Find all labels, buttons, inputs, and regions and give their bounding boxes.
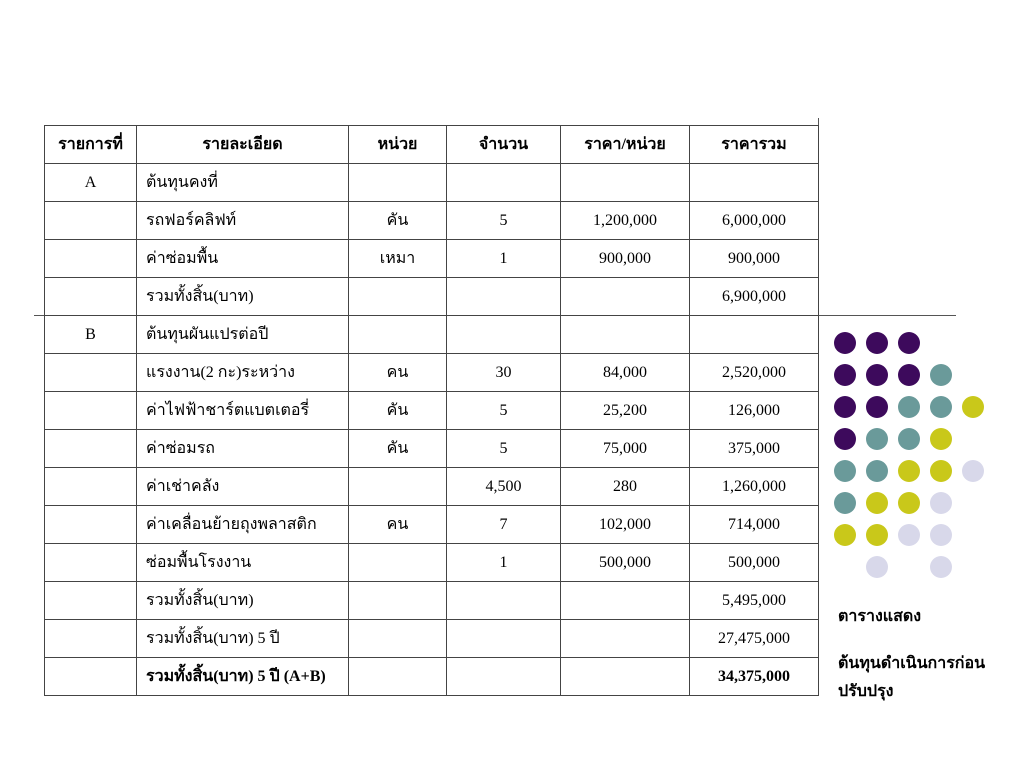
cell-total-price: 27,475,000 xyxy=(690,620,819,658)
cell-total-price: 900,000 xyxy=(690,240,819,278)
cell-item-no: B xyxy=(45,316,137,354)
cell-detail: ค่าซ่อมพื้น xyxy=(137,240,349,278)
cell-quantity: 30 xyxy=(447,354,561,392)
cell-unit: คัน xyxy=(349,392,447,430)
cell-quantity: 5 xyxy=(447,392,561,430)
cell-item-no xyxy=(45,430,137,468)
cell-detail: ค่าเคลื่อนย้ายถุงพลาสติก xyxy=(137,506,349,544)
cell-quantity: 4,500 xyxy=(447,468,561,506)
cell-unit xyxy=(349,620,447,658)
cell-detail: แรงงาน(2 กะ)ระหว่าง xyxy=(137,354,349,392)
cell-unit xyxy=(349,582,447,620)
dot-lavender xyxy=(866,556,888,578)
table-row xyxy=(45,430,819,468)
cell-detail: รวมทั้งสิ้น(บาท) xyxy=(137,582,349,620)
dot-purple xyxy=(834,332,856,354)
cell-item-no xyxy=(45,278,137,316)
cell-total-price: 34,375,000 xyxy=(690,658,819,696)
dot-lavender xyxy=(930,556,952,578)
cell-item-no xyxy=(45,468,137,506)
cell-unit-price: 280 xyxy=(561,468,690,506)
header-quantity: จำนวน xyxy=(447,126,561,164)
cell-unit-price xyxy=(561,316,690,354)
table-header-row xyxy=(45,126,819,164)
cell-quantity xyxy=(447,278,561,316)
decorative-dot-grid xyxy=(834,332,1014,592)
cell-unit-price xyxy=(561,658,690,696)
cell-quantity xyxy=(447,620,561,658)
cell-unit: คัน xyxy=(349,202,447,240)
caption-line-3: ปรับปรุง xyxy=(838,683,894,700)
caption-line-1: ตารางแสดง xyxy=(838,608,922,625)
cell-unit-price: 1,200,000 xyxy=(561,202,690,240)
caption-subtitle xyxy=(838,650,985,706)
dot-teal xyxy=(898,428,920,450)
dot-teal xyxy=(930,396,952,418)
cell-detail: รวมทั้งสิ้น(บาท) 5 ปี (A+B) xyxy=(137,658,349,696)
cell-detail: ค่าเช่าคลัง xyxy=(137,468,349,506)
dot-olive xyxy=(930,460,952,482)
cell-quantity: 1 xyxy=(447,544,561,582)
cell-unit xyxy=(349,164,447,202)
cell-quantity xyxy=(447,316,561,354)
dot-teal xyxy=(834,460,856,482)
cell-unit: เหมา xyxy=(349,240,447,278)
dot-olive xyxy=(834,524,856,546)
header-unit: หน่วย xyxy=(349,126,447,164)
cell-unit-price xyxy=(561,582,690,620)
cell-detail: ค่าซ่อมรถ xyxy=(137,430,349,468)
dot-lavender xyxy=(962,460,984,482)
cell-total-price: 6,000,000 xyxy=(690,202,819,240)
cell-item-no xyxy=(45,392,137,430)
dot-purple xyxy=(834,364,856,386)
dot-purple xyxy=(866,364,888,386)
cell-item-no xyxy=(45,354,137,392)
cell-unit-price xyxy=(561,620,690,658)
cell-unit xyxy=(349,658,447,696)
cell-item-no xyxy=(45,202,137,240)
dot-lavender xyxy=(930,524,952,546)
cell-total-price xyxy=(690,164,819,202)
cell-quantity xyxy=(447,658,561,696)
cell-detail: ต้นทุนผันแปรต่อปี xyxy=(137,316,349,354)
table-row xyxy=(45,506,819,544)
cell-total-price: 375,000 xyxy=(690,430,819,468)
cell-unit xyxy=(349,544,447,582)
dot-lavender xyxy=(898,524,920,546)
table-row xyxy=(45,468,819,506)
cell-unit-price: 500,000 xyxy=(561,544,690,582)
cell-detail: รวมทั้งสิ้น(บาท) xyxy=(137,278,349,316)
cell-unit: คน xyxy=(349,506,447,544)
cell-unit xyxy=(349,468,447,506)
table-row xyxy=(45,164,819,202)
dot-olive xyxy=(962,396,984,418)
cell-unit: คัน xyxy=(349,430,447,468)
cell-item-no xyxy=(45,658,137,696)
cell-item-no xyxy=(45,240,137,278)
cell-unit xyxy=(349,278,447,316)
cell-total-price: 126,000 xyxy=(690,392,819,430)
cell-unit-price xyxy=(561,278,690,316)
cell-quantity: 1 xyxy=(447,240,561,278)
dot-teal xyxy=(930,364,952,386)
cell-unit-price: 900,000 xyxy=(561,240,690,278)
table-row xyxy=(45,240,819,278)
table-row xyxy=(45,202,819,240)
dot-purple xyxy=(866,396,888,418)
dot-teal xyxy=(898,396,920,418)
cell-unit-price: 102,000 xyxy=(561,506,690,544)
header-detail: รายละเอียด xyxy=(137,126,349,164)
dot-purple xyxy=(898,332,920,354)
dot-olive xyxy=(866,524,888,546)
cell-detail: ซ่อมพื้นโรงงาน xyxy=(137,544,349,582)
cell-quantity: 5 xyxy=(447,202,561,240)
dot-purple xyxy=(834,396,856,418)
dot-purple xyxy=(866,332,888,354)
cell-quantity: 7 xyxy=(447,506,561,544)
table-row xyxy=(45,354,819,392)
cell-quantity: 5 xyxy=(447,430,561,468)
cell-item-no xyxy=(45,544,137,582)
table-row xyxy=(45,620,819,658)
table-body xyxy=(45,164,819,696)
header-total-price: ราคารวม xyxy=(690,126,819,164)
table-row xyxy=(45,544,819,582)
cell-item-no xyxy=(45,582,137,620)
table-row xyxy=(45,278,819,316)
cell-detail: รวมทั้งสิ้น(บาท) 5 ปี xyxy=(137,620,349,658)
dot-purple xyxy=(834,428,856,450)
cell-item-no xyxy=(45,506,137,544)
cell-item-no: A xyxy=(45,164,137,202)
cell-total-price: 5,495,000 xyxy=(690,582,819,620)
dot-olive xyxy=(898,492,920,514)
header-unit-price: ราคา/หน่วย xyxy=(561,126,690,164)
dot-purple xyxy=(898,364,920,386)
dot-teal xyxy=(866,460,888,482)
cost-table xyxy=(44,125,819,696)
cell-unit-price: 84,000 xyxy=(561,354,690,392)
cell-detail: ค่าไฟฟ้าชาร์ตแบตเตอรี่ xyxy=(137,392,349,430)
cell-total-price: 500,000 xyxy=(690,544,819,582)
cell-total-price: 714,000 xyxy=(690,506,819,544)
cell-item-no xyxy=(45,620,137,658)
dot-olive xyxy=(866,492,888,514)
cell-total-price: 6,900,000 xyxy=(690,278,819,316)
dot-teal xyxy=(834,492,856,514)
cell-unit xyxy=(349,316,447,354)
table-row xyxy=(45,392,819,430)
cell-total-price: 2,520,000 xyxy=(690,354,819,392)
cell-quantity xyxy=(447,582,561,620)
cell-unit: คน xyxy=(349,354,447,392)
table-row xyxy=(45,316,819,354)
cell-detail: ต้นทุนคงที่ xyxy=(137,164,349,202)
dot-olive xyxy=(898,460,920,482)
cell-detail: รถฟอร์คลิฟท์ xyxy=(137,202,349,240)
cell-unit-price: 75,000 xyxy=(561,430,690,468)
caption-line-2: ต้นทุนดำเนินการก่อน xyxy=(838,655,986,672)
header-item-no: รายการที่ xyxy=(45,126,137,164)
caption-title xyxy=(838,603,921,631)
dot-teal xyxy=(866,428,888,450)
dot-lavender xyxy=(930,492,952,514)
cell-unit-price: 25,200 xyxy=(561,392,690,430)
cell-total-price: 1,260,000 xyxy=(690,468,819,506)
cell-quantity xyxy=(447,164,561,202)
cell-total-price xyxy=(690,316,819,354)
dot-olive xyxy=(930,428,952,450)
cell-unit-price xyxy=(561,164,690,202)
table-row xyxy=(45,582,819,620)
table-row xyxy=(45,658,819,696)
